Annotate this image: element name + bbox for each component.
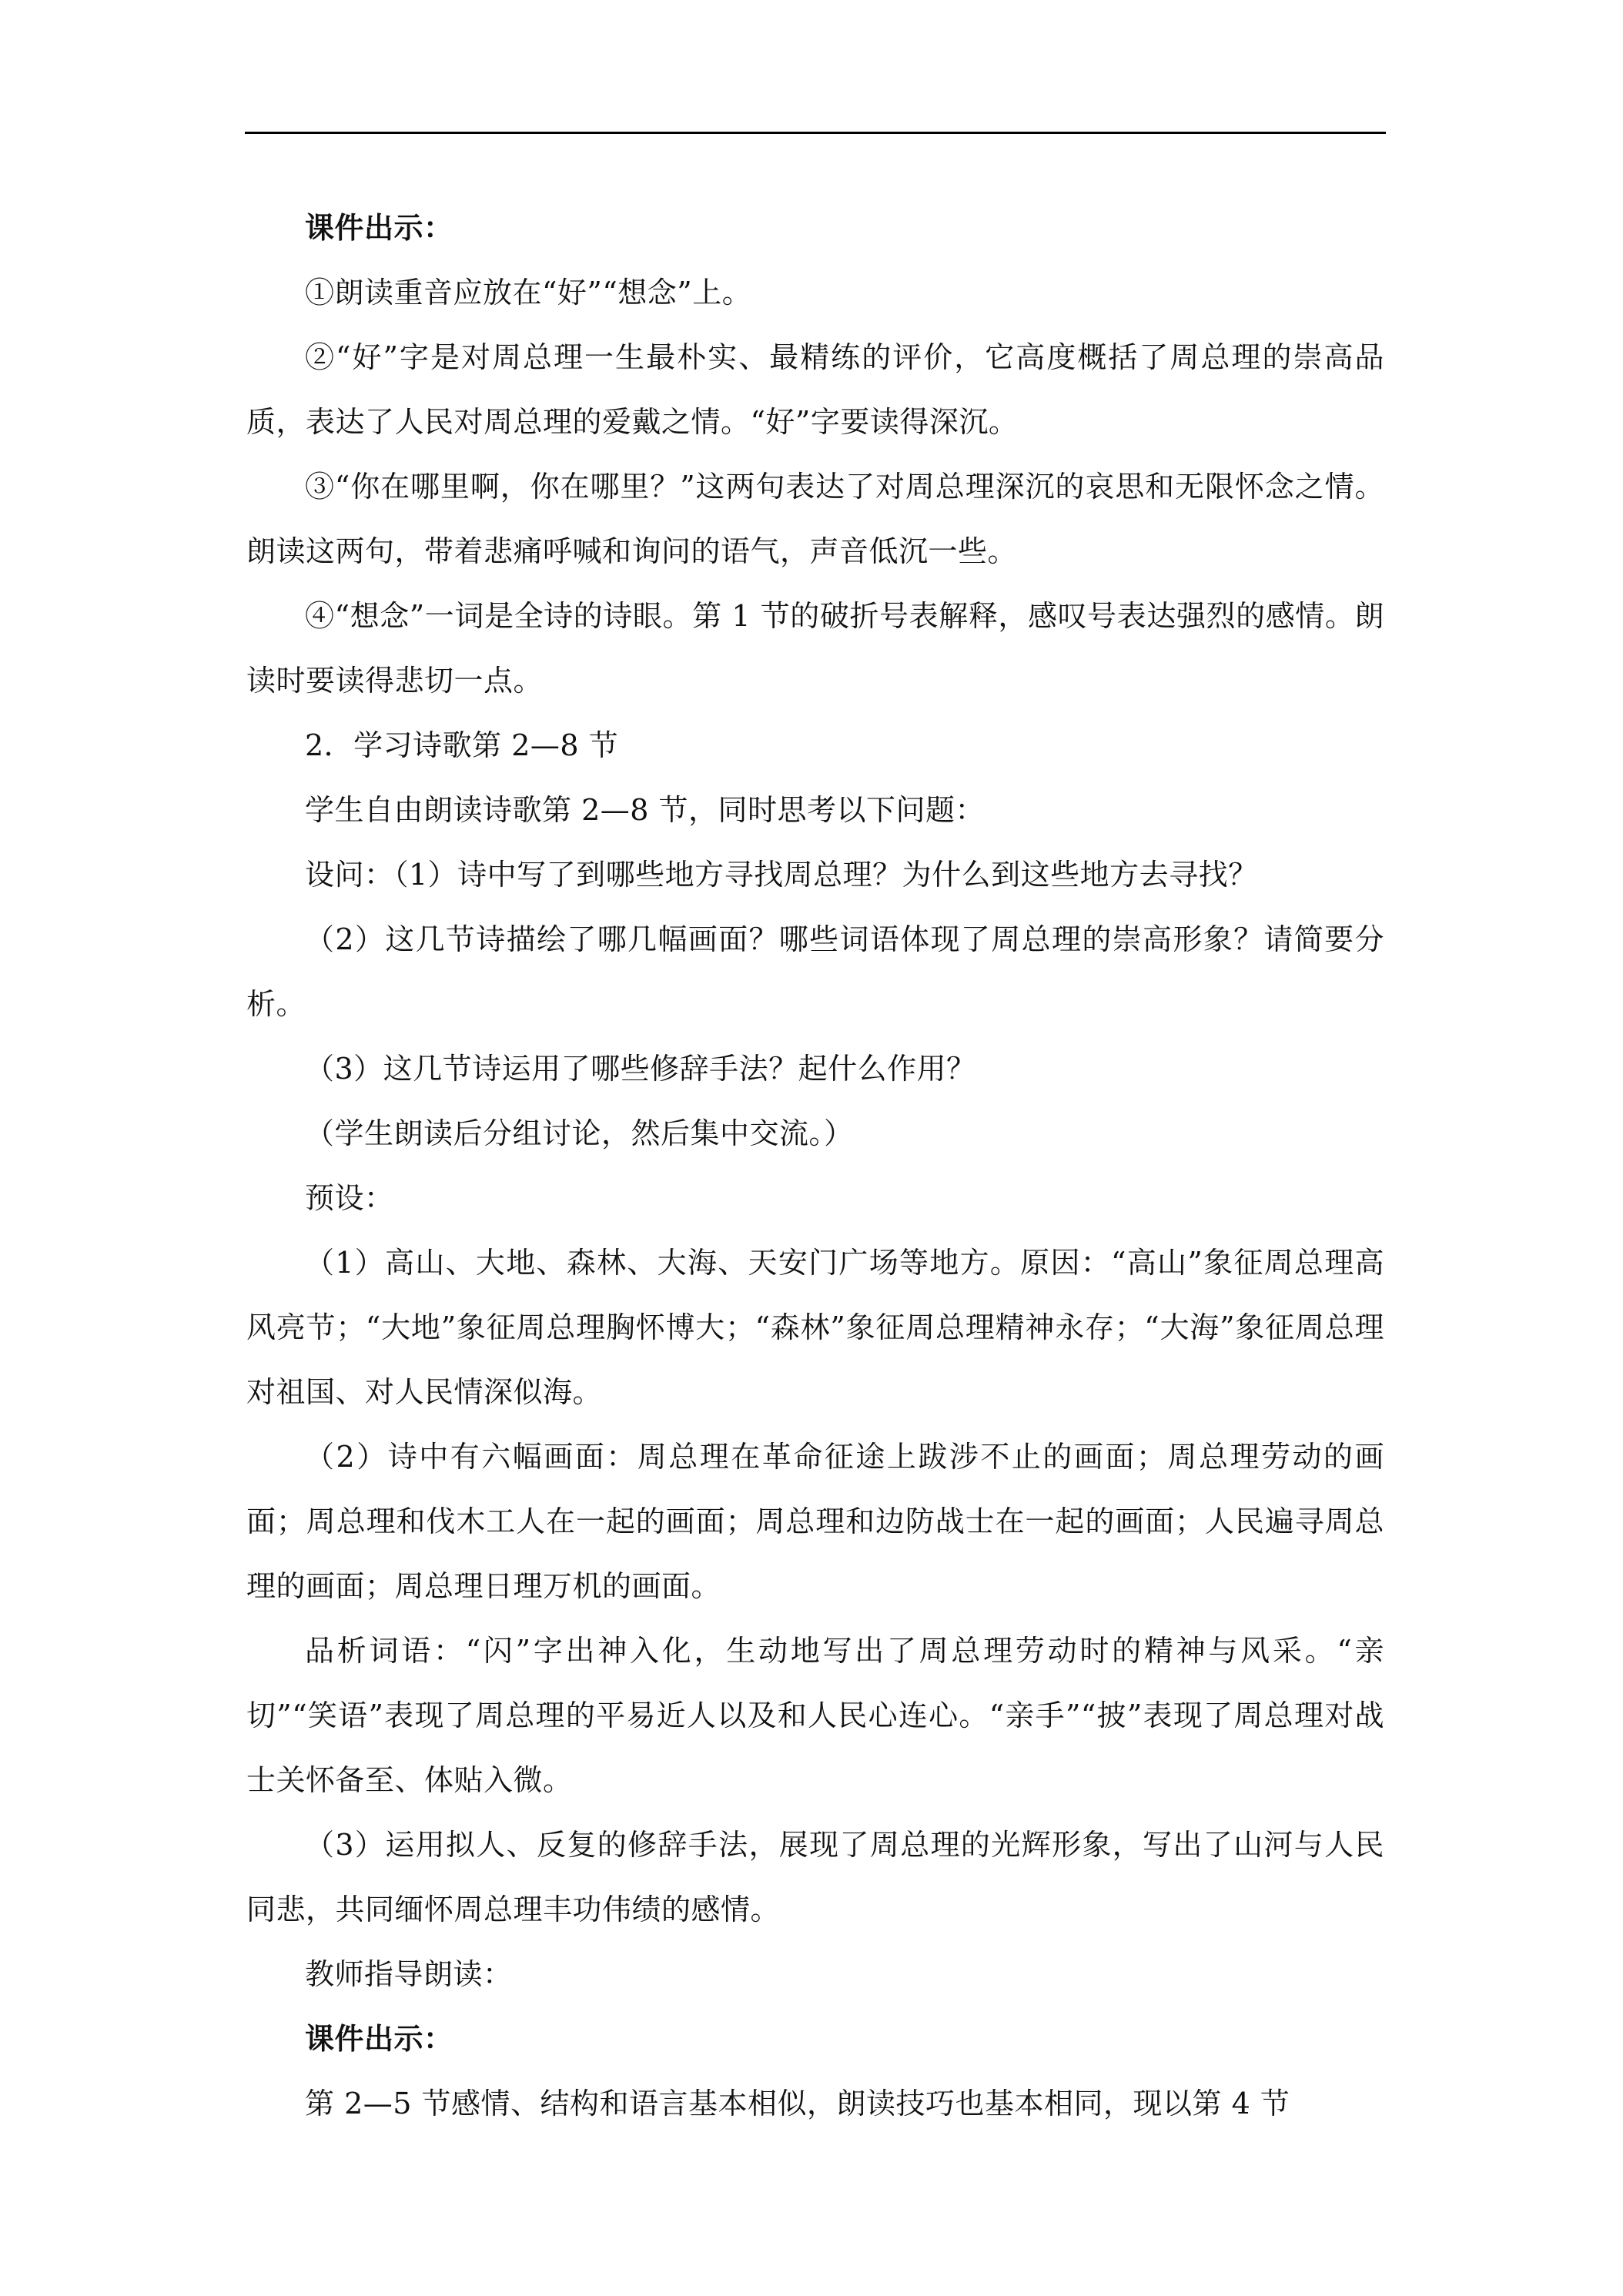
paragraph: （2）这几节诗描绘了哪几幅画面？哪些词语体现了周总理的崇高形象？请简要分析。 xyxy=(246,922,1384,1021)
paragraph: 教师指导朗读： xyxy=(305,1957,513,1991)
document-body xyxy=(246,196,1384,2136)
paragraph: 品析词语：“闪”字出神入化，生动地写出了周总理劳动时的精神与风采。“亲切”“笑语”表现了周总理的平易近人以及和人民心连心。“亲手”“披”表现了周总理对战士关怀备至、体贴入微。 xyxy=(246,1634,1384,1797)
paragraph: 预设： xyxy=(305,1181,394,1215)
paragraph: ②“好”字是对周总理一生最朴实、最精练的评价，它高度概括了周总理的崇高品质，表达了人民对周总理的爱戴之情。“好”字要读得深沉。 xyxy=(246,340,1384,439)
paragraph: ③“你在哪里啊，你在哪里？”这两句表达了对周总理深沉的哀思和无限怀念之情。朗读这两句，带着悲痛呼喊和询问的语气，声音低沉一些。 xyxy=(246,470,1384,568)
paragraph: （3）这几节诗运用了哪些修辞手法？起什么作用？ xyxy=(305,1052,976,1086)
paragraph: 课件出示： xyxy=(305,210,453,245)
paragraph: （2）诗中有六幅画面：周总理在革命征途上跋涉不止的画面；周总理劳动的画面；周总理和伐木工人在一起的画面；周总理和边防战士在一起的画面；人民遍寻周总理的画面；周总理日理万机的画面。 xyxy=(246,1440,1384,1603)
paragraph: 设问：（1）诗中写了到哪些地方寻找周总理？为什么到这些地方去寻找？ xyxy=(305,858,1258,892)
paragraph: （1）高山、大地、森林、大海、天安门广场等地方。原因：“高山”象征周总理高风亮节；“大地”象征周总理胸怀博大；“森林”象征周总理精神永存；“大海”象征周总理对祖国、对人民情深似海。 xyxy=(246,1246,1384,1409)
paragraph: 课件出示： xyxy=(305,2021,453,2056)
paragraph: ①朗读重音应放在“好”“想念”上。 xyxy=(305,276,752,310)
header-rule xyxy=(245,132,1386,134)
paragraph: ④“想念”一词是全诗的诗眼。第 1 节的破折号表解释，感叹号表达强烈的感情。朗读时要读得悲切一点。 xyxy=(246,599,1384,698)
section-heading: 2．学习诗歌第 2—8 节 xyxy=(305,728,619,762)
paragraph: 学生自由朗读诗歌第 2—8 节，同时思考以下问题： xyxy=(305,793,986,827)
paragraph: （3）运用拟人、反复的修辞手法，展现了周总理的光辉形象，写出了山河与人民同悲，共同缅怀周总理丰功伟绩的感情。 xyxy=(246,1828,1384,1926)
paragraph: （学生朗读后分组讨论，然后集中交流。） xyxy=(305,1116,854,1150)
paragraph: 第 2—5 节感情、结构和语言基本相似，朗读技巧也基本相同，现以第 4 节 xyxy=(305,2087,1290,2120)
